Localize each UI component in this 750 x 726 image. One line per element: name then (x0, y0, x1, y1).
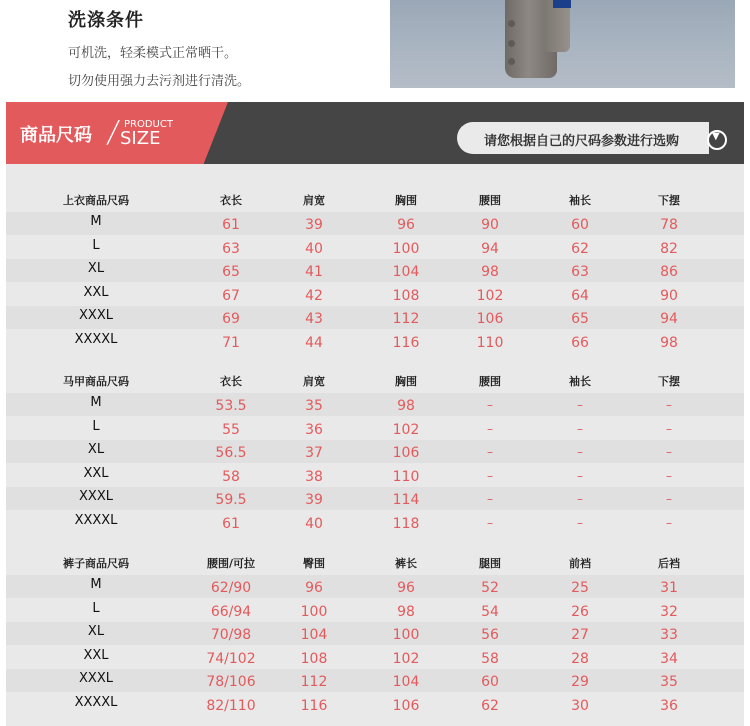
size-value: 66/94 (210, 603, 252, 620)
size-value: – (666, 398, 672, 412)
size-label: XXL (83, 465, 109, 481)
column-header: 裤子商品尺码 (63, 557, 129, 570)
size-value: 108 (392, 287, 420, 304)
size-value: 96 (397, 580, 415, 596)
size-value: 58 (481, 650, 499, 667)
size-value: – (487, 398, 493, 412)
boot-button (508, 40, 515, 47)
product-photo (390, 0, 735, 88)
size-value: 61 (222, 217, 240, 233)
size-value: 104 (392, 264, 420, 280)
size-value: 35 (305, 398, 323, 414)
size-label: XL (87, 442, 105, 457)
table-row (6, 236, 744, 259)
size-value: – (666, 492, 672, 506)
size-value: 78/106 (206, 674, 256, 690)
size-label: XXXL (79, 671, 113, 686)
size-label: XL (87, 624, 105, 639)
column-header: 肩宽 (303, 375, 325, 388)
table-row (6, 693, 744, 716)
size-value: 112 (300, 674, 328, 690)
size-label: L (92, 600, 100, 616)
size-value: 118 (392, 515, 420, 532)
column-header: 上衣商品尺码 (63, 194, 129, 207)
column-header: 胸围 (395, 194, 417, 207)
column-header: 肩宽 (303, 194, 325, 207)
size-value: 98 (397, 603, 415, 620)
size-value: 116 (300, 697, 328, 714)
size-value: 100 (300, 603, 328, 620)
table-row (6, 306, 744, 329)
size-label: XXXL (79, 489, 113, 504)
table-row (6, 487, 744, 510)
boot-button (508, 58, 515, 65)
size-value: 74/102 (206, 650, 256, 667)
size-value: – (666, 515, 672, 530)
size-value: 110 (476, 334, 504, 351)
size-value: 35 (660, 674, 678, 690)
size-value: 98 (397, 398, 415, 414)
table-row (6, 669, 744, 692)
size-value: 39 (305, 492, 323, 508)
table-row (6, 599, 744, 622)
size-title-en-small: PRODUCT (124, 119, 173, 130)
size-value: 32 (660, 603, 678, 620)
size-value: 34 (660, 650, 678, 667)
size-value: 42 (305, 287, 323, 304)
size-label: XXL (83, 647, 109, 663)
size-label: M (90, 214, 102, 229)
size-value: 86 (660, 264, 678, 280)
size-value: 98 (481, 264, 499, 280)
size-value: 106 (476, 311, 504, 327)
column-header: 袖长 (569, 194, 591, 207)
wash-title: 洗涤条件 (68, 10, 144, 31)
table-row (6, 511, 744, 534)
size-value: 102 (476, 287, 504, 304)
size-value: 90 (660, 287, 678, 304)
size-label: XL (87, 261, 105, 276)
column-header: 腰围 (479, 375, 501, 388)
table-row (6, 417, 744, 440)
size-value: 62/90 (210, 580, 252, 596)
column-header: 衣长 (220, 375, 242, 388)
size-value: 96 (397, 217, 415, 233)
size-value: 102 (392, 650, 420, 667)
table-row (6, 212, 744, 235)
size-value: 62 (571, 240, 589, 257)
size-value: 40 (305, 515, 323, 532)
size-value: 36 (660, 697, 678, 714)
size-value: 36 (305, 421, 323, 438)
size-value: 110 (392, 468, 420, 485)
size-label: XXXXL (74, 694, 118, 710)
size-value: – (487, 468, 493, 483)
size-value: 82 (660, 240, 678, 257)
size-chart (6, 102, 744, 726)
column-header: 前裆 (569, 557, 591, 570)
column-header: 腰围 (479, 194, 501, 207)
table-row (6, 330, 744, 353)
size-value: – (487, 515, 493, 530)
size-value: – (577, 445, 583, 459)
size-value: 94 (660, 311, 678, 327)
size-value: 60 (571, 217, 589, 233)
size-value: 61 (222, 515, 240, 532)
size-value: – (577, 468, 583, 483)
size-value: 52 (481, 580, 499, 596)
size-value: – (666, 445, 672, 459)
column-header: 臀围 (303, 557, 325, 570)
size-value: 69 (222, 311, 240, 327)
size-value: 67 (222, 287, 240, 304)
size-label: XXXL (79, 308, 113, 323)
size-value: 62 (481, 697, 499, 714)
size-value: 106 (392, 445, 420, 461)
table-row (6, 283, 744, 306)
size-value: 44 (305, 334, 323, 351)
size-value: 43 (305, 311, 323, 327)
size-value: 40 (305, 240, 323, 257)
size-value: 64 (571, 287, 589, 304)
size-value: 55 (222, 421, 240, 438)
denim-hem (553, 0, 571, 8)
size-label: L (92, 418, 100, 434)
size-value: 30 (571, 697, 589, 714)
size-value: 82/110 (206, 697, 256, 714)
size-value: 63 (571, 264, 589, 280)
size-value: 66 (571, 334, 589, 351)
size-value: 114 (392, 492, 420, 508)
size-value: 26 (571, 603, 589, 620)
size-value: 25 (571, 580, 589, 596)
size-value: – (577, 421, 583, 436)
size-value: – (666, 468, 672, 483)
size-value: 90 (481, 217, 499, 233)
size-value: 60 (481, 674, 499, 690)
column-header: 腿围 (479, 557, 501, 570)
table-header-row (6, 188, 744, 211)
size-label: XXL (83, 284, 109, 300)
column-header: 后裆 (658, 557, 680, 570)
wash-line-1: 可机洗，轻柔模式正常晒干。 (68, 46, 238, 61)
size-value: 78 (660, 217, 678, 233)
table-row (6, 464, 744, 487)
size-value: – (487, 492, 493, 506)
size-label: L (92, 237, 100, 253)
column-header: 衣长 (220, 194, 242, 207)
size-title-en-big: SIZE (120, 128, 161, 149)
size-value: 31 (660, 580, 678, 596)
size-value: 37 (305, 445, 323, 461)
size-value: 41 (305, 264, 323, 280)
size-value: 116 (392, 334, 420, 351)
size-value: 94 (481, 240, 499, 257)
size-value: 65 (571, 311, 589, 327)
size-value: 102 (392, 421, 420, 438)
table-row (6, 646, 744, 669)
size-value: 70/98 (210, 627, 252, 643)
size-value: 59.5 (215, 492, 247, 508)
size-value: 100 (392, 240, 420, 257)
size-value: 28 (571, 650, 589, 667)
table-header-row (6, 369, 744, 392)
size-value: – (577, 398, 583, 412)
size-value: 33 (660, 627, 678, 643)
column-header: 裤长 (395, 557, 417, 570)
table-row (6, 259, 744, 282)
size-value: 56 (481, 627, 499, 643)
column-header: 下摆 (658, 194, 680, 207)
table-row (6, 622, 744, 645)
table-row (6, 440, 744, 463)
size-value: 53.5 (215, 398, 247, 414)
size-value: – (487, 421, 493, 436)
size-label: XXXXL (74, 331, 118, 347)
size-value: – (666, 421, 672, 436)
size-value: 96 (305, 580, 323, 596)
size-value: 112 (392, 311, 420, 327)
size-value: 56.5 (215, 445, 247, 461)
size-value: 38 (305, 468, 323, 485)
size-value: 29 (571, 674, 589, 690)
size-value: 100 (392, 627, 420, 643)
wash-line-2: 切勿使用强力去污剂进行清洗。 (68, 74, 251, 89)
size-label: XXXXL (74, 512, 118, 528)
chevron-down-glyph: ▼ (712, 131, 720, 142)
size-title-cn: 商品尺码 (20, 125, 92, 146)
size-value: 39 (305, 217, 323, 233)
size-note: 请您根据自己的尺码参数进行选购 (484, 134, 680, 149)
size-label: M (90, 577, 102, 592)
size-value: 27 (571, 627, 589, 643)
size-value: 106 (392, 697, 420, 714)
column-header: 马甲商品尺码 (63, 375, 129, 388)
size-value: 108 (300, 650, 328, 667)
table-row (6, 393, 744, 416)
size-value: 58 (222, 468, 240, 485)
boot-button (508, 20, 515, 27)
size-value: – (577, 492, 583, 506)
table-header-row (6, 551, 744, 574)
size-value: 54 (481, 603, 499, 620)
size-value: – (577, 515, 583, 530)
size-value: 98 (660, 334, 678, 351)
column-header: 下摆 (658, 375, 680, 388)
size-value: 65 (222, 264, 240, 280)
size-value: – (487, 445, 493, 459)
size-label: M (90, 395, 102, 410)
column-header: 腰围/可拉 (206, 557, 256, 570)
size-value: 104 (392, 674, 420, 690)
size-value: 104 (300, 627, 328, 643)
column-header: 袖长 (569, 375, 591, 388)
title-divider: / (104, 115, 122, 150)
size-value: 71 (222, 334, 240, 351)
size-value: 63 (222, 240, 240, 257)
column-header: 胸围 (395, 375, 417, 388)
table-row (6, 575, 744, 598)
